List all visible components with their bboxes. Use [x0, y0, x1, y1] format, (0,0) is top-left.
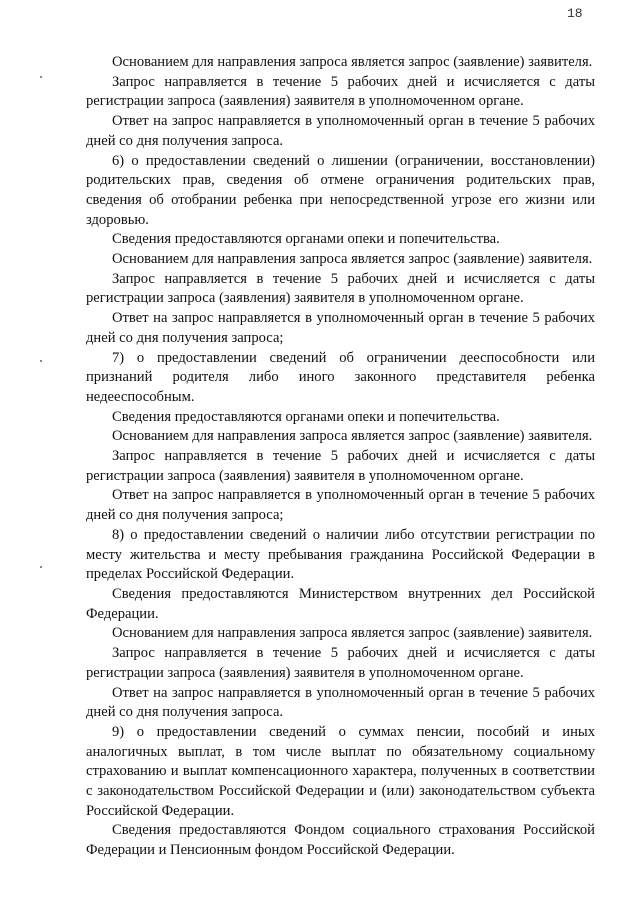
paragraph: 9) о предоставлении сведений о суммах пенсии, пособий и иных аналогичных выплат, в том числе выплат по обязательному социальному страхованию и выплат компенсационного характера, полученных в соответствии с законодательством Российской Федерации и (или) законодательством субъекта Российской Федерации. [86, 723, 595, 819]
paragraph: Сведения предоставляются Фондом социального страхования Российской Федерации и Пенсионным фондом Российской Федерации. [86, 822, 595, 859]
paragraph: Ответ на запрос направляется в уполномоченный орган в течение 5 рабочих дней со дня получения запроса. [86, 113, 595, 149]
paragraph: Основанием для направления запроса является запрос (заявление) заявителя. [112, 625, 593, 642]
paragraph: 6) о предоставлении сведений о лишении (ограничении, восстановлении) родительских прав, сведения об отмене ограничения родительских прав, сведения об отобрании ребенка при непосредственной угрозе его жизни или здоровью. [86, 152, 595, 228]
scan-speck [40, 566, 42, 568]
paragraph: Запрос направляется в течение 5 рабочих дней и исчисляется с даты регистрации запроса (заявления) заявителя в уполномоченном органе. [86, 270, 595, 307]
paragraph: Запрос направляется в течение 5 рабочих дней и исчисляется с даты регистрации запроса (заявления) заявителя в уполномоченном органе. [86, 448, 595, 484]
paragraph: Запрос направляется в течение 5 рабочих дней и исчисляется с даты регистрации запроса (заявления) заявителя в уполномоченном органе. [86, 73, 595, 110]
paragraph: Основанием для направления запроса является запрос (заявление) заявителя. [112, 54, 593, 70]
paragraph: Сведения предоставляются органами опеки и попечительства. [112, 231, 500, 248]
scan-speck [40, 360, 42, 362]
paragraph: Основанием для направления запроса является запрос (заявление) заявителя. [112, 251, 593, 268]
paragraph: Ответ на запрос направляется в уполномоченный орган в течение 5 рабочих дней со дня получения запроса. [86, 684, 595, 721]
paragraph: Ответ на запрос направляется в уполномоченный орган в течение 5 рабочих дней со дня получения запроса; [86, 487, 595, 524]
scan-speck [40, 76, 42, 78]
paragraph: 8) о предоставлении сведений о наличии либо отсутствии регистрации по месту жительства и месту пребывания гражданина Российской Федерации в пределах Российской Федерации. [86, 526, 595, 583]
document-body [86, 53, 595, 861]
paragraph: Ответ на запрос направляется в уполномоченный орган в течение 5 рабочих дней со дня получения запроса; [86, 310, 595, 346]
paragraph: Сведения предоставляются Министерством внутренних дел Российской Федерации. [86, 585, 595, 622]
page-number: 18 [567, 6, 583, 21]
paragraph: 7) о предоставлении сведений об ограничении дееспособности или признаний родителя либо иного законного представителя ребенка недееспособным. [86, 349, 595, 405]
paragraph: Сведения предоставляются органами опеки и попечительства. [112, 408, 500, 425]
paragraph: Запрос направляется в течение 5 рабочих дней и исчисляется с даты регистрации запроса (заявления) заявителя в уполномоченном органе. [86, 645, 595, 681]
paragraph: Основанием для направления запроса является запрос (заявление) заявителя. [112, 428, 593, 445]
